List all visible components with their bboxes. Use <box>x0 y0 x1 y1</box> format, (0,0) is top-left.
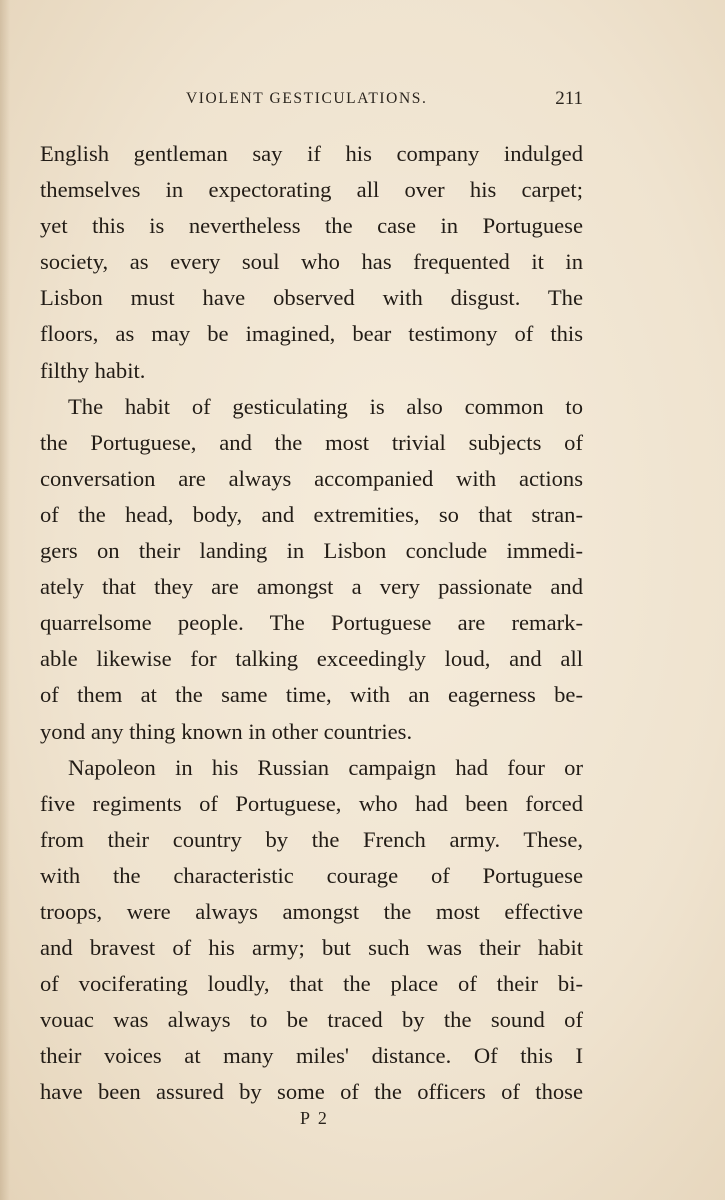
text-line-22: troops, were always amongst the most effective <box>40 898 583 924</box>
text-line-23: and bravest of his army; but such was their habit <box>40 935 583 961</box>
text-line-9: the Portuguese, and the most trivial subjects of <box>40 429 583 455</box>
text-line-18: Napoleon in his Russian campaign had four or <box>68 754 583 780</box>
page-gutter-shadow <box>0 0 10 1200</box>
text-line-14: quarrelsome people. The Portuguese are remark- <box>40 610 583 636</box>
text-line-5: Lisbon must have observed with disgust. The <box>40 285 583 311</box>
text-line-6: floors, as may be imagined, bear testimony of this <box>40 321 583 347</box>
text-line-19: five regiments of Portuguese, who had been forced <box>40 790 583 816</box>
text-line-1: English gentleman say if his company indulged <box>40 141 583 166</box>
running-title: VIOLENT GESTICULATIONS. <box>186 90 428 107</box>
signature-mark: P 2 <box>300 1108 329 1128</box>
page-number: 211 <box>555 88 583 109</box>
text-line-8: The habit of gesticulating is also common to <box>68 393 583 419</box>
text-line-7: filthy habit. <box>40 357 146 383</box>
text-line-12: gers on their landing in Lisbon conclude immedi- <box>40 538 583 564</box>
text-line-10: conversation are always accompanied with actions <box>40 465 583 491</box>
body-text <box>40 136 583 1111</box>
text-line-15: able likewise for talking exceedingly loud, and all <box>40 646 583 672</box>
text-line-27: have been assured by some of the officers of those <box>40 1079 583 1105</box>
page-header <box>40 88 585 114</box>
text-line-17: yond any thing known in other countries. <box>40 718 413 744</box>
text-line-16: of them at the same time, with an eagerness be- <box>40 682 583 708</box>
text-line-25: vouac was always to be traced by the sound of <box>40 1007 583 1033</box>
text-line-2: themselves in expectorating all over his carpet; <box>40 177 583 203</box>
text-line-21: with the characteristic courage of Portuguese <box>40 862 583 888</box>
text-line-4: society, as every soul who has frequented it in <box>40 249 583 275</box>
text-line-13: ately that they are amongst a very passionate and <box>40 574 583 600</box>
text-line-26: their voices at many miles' distance. Of this I <box>40 1043 583 1069</box>
text-line-11: of the head, body, and extremities, so that stran- <box>40 501 583 527</box>
text-line-3: yet this is nevertheless the case in Portuguese <box>40 213 583 239</box>
text-line-20: from their country by the French army. These, <box>40 826 583 852</box>
text-line-24: of vociferating loudly, that the place of their bi- <box>40 971 583 997</box>
